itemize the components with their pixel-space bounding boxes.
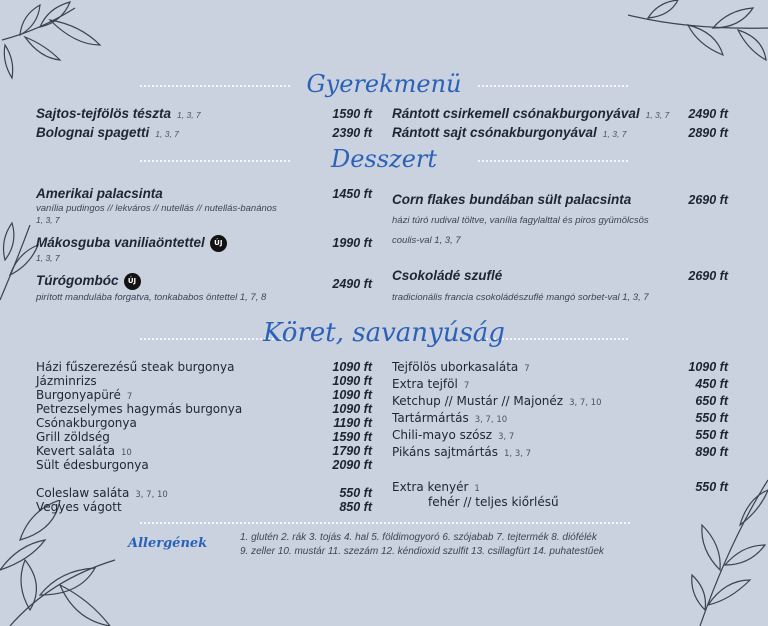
divider bbox=[140, 522, 630, 524]
section-title-sides: Köret, savanyúság bbox=[263, 318, 505, 348]
side-item: Sült édesburgonya bbox=[36, 458, 149, 472]
leaf-branch-icon bbox=[0, 0, 110, 80]
menu-item: Amerikai palacsinta bbox=[36, 186, 163, 201]
side-price: 890 ft bbox=[695, 445, 728, 459]
side-item: Pikáns sajtmártás 1, 3, 7 bbox=[392, 445, 532, 459]
side-price: 550 ft bbox=[339, 486, 372, 500]
section-title-kids: Gyerekmenü bbox=[306, 70, 462, 98]
menu-price: 2890 ft bbox=[688, 126, 728, 140]
menu-item: Mákosguba vaniliaöntettel ÚJ bbox=[36, 235, 227, 252]
menu-price: 1450 ft bbox=[332, 187, 372, 201]
side-price: 550 ft bbox=[695, 411, 728, 425]
leaf-branch-icon bbox=[628, 0, 768, 70]
side-item: Tartármártás 3, 7, 10 bbox=[392, 411, 508, 425]
menu-price: 2690 ft bbox=[688, 269, 728, 283]
new-badge: ÚJ bbox=[124, 273, 141, 290]
side-item: Grill zöldség bbox=[36, 430, 110, 444]
side-price: 1090 ft bbox=[332, 374, 372, 388]
side-item: Chili-mayo szósz 3, 7 bbox=[392, 428, 515, 442]
side-item: Burgonyapüré 7 bbox=[36, 388, 133, 402]
side-item: Tejfölös uborkasaláta 7 bbox=[392, 360, 530, 374]
side-item: Házi fűszerezésű steak burgonya bbox=[36, 360, 235, 374]
side-item: Jázminrizs bbox=[36, 374, 97, 388]
menu-item: Rántott csirkemell csónakburgonyával 1, 3, 7 bbox=[392, 106, 670, 121]
side-price: 2090 ft bbox=[332, 458, 372, 472]
side-price: 1090 ft bbox=[688, 360, 728, 374]
side-item: Ketchup // Mustár // Majonéz 3, 7, 10 bbox=[392, 394, 602, 408]
menu-description: pirított mandulába forgatva, tonkababos öntettel 1, 7, 8 bbox=[36, 292, 267, 303]
side-item: Kevert saláta 10 bbox=[36, 444, 132, 458]
side-price: 550 ft bbox=[695, 480, 728, 494]
menu-item: Bolognai spagetti 1, 3, 7 bbox=[36, 125, 179, 140]
side-price: 650 ft bbox=[695, 394, 728, 408]
leaf-branch-icon bbox=[0, 500, 125, 626]
menu-item: Túrógombóc ÚJ bbox=[36, 273, 141, 290]
menu-description: házi túró rudival töltve, vanília fagylalttal és piros gyümölcsös bbox=[392, 215, 649, 226]
menu-price: 2390 ft bbox=[332, 126, 372, 140]
side-price: 1090 ft bbox=[332, 388, 372, 402]
menu-allergens: 1, 3, 7 bbox=[36, 253, 60, 263]
bread-options: fehér // teljes kiőrlésű bbox=[428, 495, 559, 509]
side-item: Extra tejföl 7 bbox=[392, 377, 470, 391]
side-price: 1790 ft bbox=[332, 444, 372, 458]
menu-price: 1990 ft bbox=[332, 236, 372, 250]
allergens-title: Allergének bbox=[128, 536, 208, 551]
side-price: 450 ft bbox=[695, 377, 728, 391]
side-item: Petrezselymes hagymás burgonya bbox=[36, 402, 243, 416]
menu-allergens: 1, 3, 7 bbox=[36, 215, 60, 225]
menu-price: 2490 ft bbox=[332, 277, 372, 291]
side-price: 1190 ft bbox=[333, 416, 372, 430]
menu-price: 2490 ft bbox=[688, 107, 728, 121]
section-title-dessert: Desszert bbox=[330, 145, 438, 173]
menu-description: coulis-val 1, 3, 7 bbox=[392, 235, 461, 246]
side-item: Vegyes vágott bbox=[36, 500, 122, 514]
allergens-line: 1. glutén 2. rák 3. tojás 4. hal 5. földimogyoró 6. szójabab 7. tejtermék 8. diófélék bbox=[240, 532, 597, 543]
side-item: Extra kenyér 1 bbox=[392, 480, 480, 494]
side-price: 1090 ft bbox=[332, 402, 372, 416]
side-price: 1590 ft bbox=[332, 430, 372, 444]
side-price: 850 ft bbox=[339, 500, 372, 514]
side-price: 1090 ft bbox=[332, 360, 372, 374]
menu-item: Sajtos-tejfölös tészta 1, 3, 7 bbox=[36, 106, 201, 121]
menu-item: Csokoládé szuflé bbox=[392, 268, 503, 283]
side-item: Csónakburgonya bbox=[36, 416, 137, 430]
menu-price: 1590 ft bbox=[332, 107, 372, 121]
side-item: Coleslaw saláta 3, 7, 10 bbox=[36, 486, 168, 500]
menu-item: Rántott sajt csónakburgonyával 1, 3, 7 bbox=[392, 125, 627, 140]
side-price: 550 ft bbox=[695, 428, 728, 442]
menu-price: 2690 ft bbox=[688, 193, 728, 207]
allergens-line: 9. zeller 10. mustár 11. szezám 12. kéndioxid szulfit 13. csillagfürt 14. puhatestűek bbox=[240, 546, 604, 557]
menu-item: Corn flakes bundában sült palacsinta bbox=[392, 192, 632, 207]
menu-description: tradicionális francia csokoládészuflé mangó sorbet-val 1, 3, 7 bbox=[392, 292, 649, 303]
menu-description: vanília pudingos // lekváros // nutellás // nutellás-banános bbox=[36, 203, 277, 214]
new-badge: ÚJ bbox=[210, 235, 227, 252]
